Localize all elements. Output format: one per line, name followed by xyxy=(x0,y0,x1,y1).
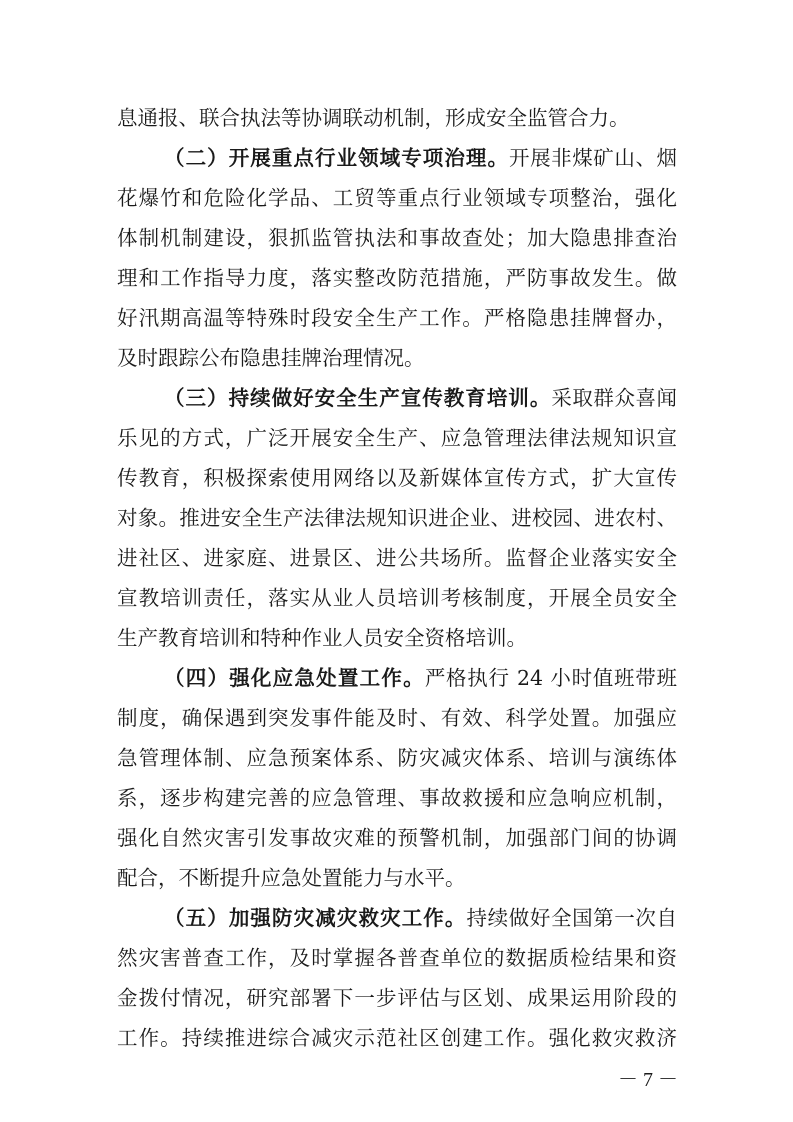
body-text-line: 宣教培训责任，落实从业人员培训考核制度，开展全员安全 xyxy=(117,586,677,610)
body-text-line: 配合，不断提升应急处置能力与水平。 xyxy=(117,866,466,890)
body-text-line: 金拨付情况，研究部署下一步评估与区划、成果运用阶段的 xyxy=(117,986,677,1010)
body-text-line: 息通报、联合执法等协调联动机制，形成安全监管合力。 xyxy=(117,106,630,130)
body-text-line: 生产教育培训和特种作业人员安全资格培训。 xyxy=(117,626,527,650)
section-text: 严格执行 24 小时值班带班 xyxy=(424,666,678,690)
section-heading: （五）加强防灾减灾救灾工作。 xyxy=(164,906,467,930)
body-text-line: 乐见的方式，广泛开展安全生产、应急管理法律法规知识宣 xyxy=(117,426,677,450)
body-text-line: 花爆竹和危险化学品、工贸等重点行业领域专项整治，强化 xyxy=(117,186,677,210)
section-first-line xyxy=(164,382,677,414)
body-text-line: 急管理体制、应急预案体系、防灾减灾体系、培训与演练体 xyxy=(117,746,677,770)
section-heading: （二）开展重点行业领域专项治理。 xyxy=(164,146,510,170)
body-text-line: 然灾害普查工作，及时掌握各普查单位的数据质检结果和资 xyxy=(117,946,677,970)
body-text-line: 工作。持续推进综合减灾示范社区创建工作。强化救灾救济 xyxy=(117,1026,677,1050)
section-text: 采取群众喜闻 xyxy=(551,386,677,410)
body-text-line: 进社区、进家庭、进景区、进公共场所。监督企业落实安全 xyxy=(117,546,677,570)
section-text: 开展非煤矿山、烟 xyxy=(509,146,678,170)
section-first-line xyxy=(164,142,677,174)
page-number: － 7 － xyxy=(618,1069,678,1091)
body-text-line: 好汛期高温等特殊时段安全生产工作。严格隐患挂牌督办， xyxy=(117,306,677,330)
section-heading: （三）持续做好安全生产宣传教育培训。 xyxy=(164,386,552,410)
body-text-line: 系，逐步构建完善的应急管理、事故救援和应急响应机制， xyxy=(117,786,677,810)
section-first-line xyxy=(164,902,677,934)
section-text: 持续做好全国第一次自 xyxy=(466,906,678,930)
section-heading: （四）强化应急处置工作。 xyxy=(164,666,425,690)
body-text-line: 理和工作指导力度，落实整改防范措施，严防事故发生。做 xyxy=(117,266,677,290)
body-text-line: 及时跟踪公布隐患挂牌治理情况。 xyxy=(117,346,425,370)
body-text-line: 强化自然灾害引发事故灾难的预警机制，加强部门间的协调 xyxy=(117,826,677,850)
body-text-line: 传教育，积极探索使用网络以及新媒体宣传方式，扩大宣传 xyxy=(117,466,677,490)
body-text-line: 制度，确保遇到突发事件能及时、有效、科学处置。加强应 xyxy=(117,706,677,730)
body-text-line: 对象。推进安全生产法律法规知识进企业、进校园、进农村、 xyxy=(117,506,677,530)
section-first-line xyxy=(164,662,677,694)
body-text-line: 体制机制建设，狠抓监管执法和事故查处；加大隐患排查治 xyxy=(117,226,677,250)
